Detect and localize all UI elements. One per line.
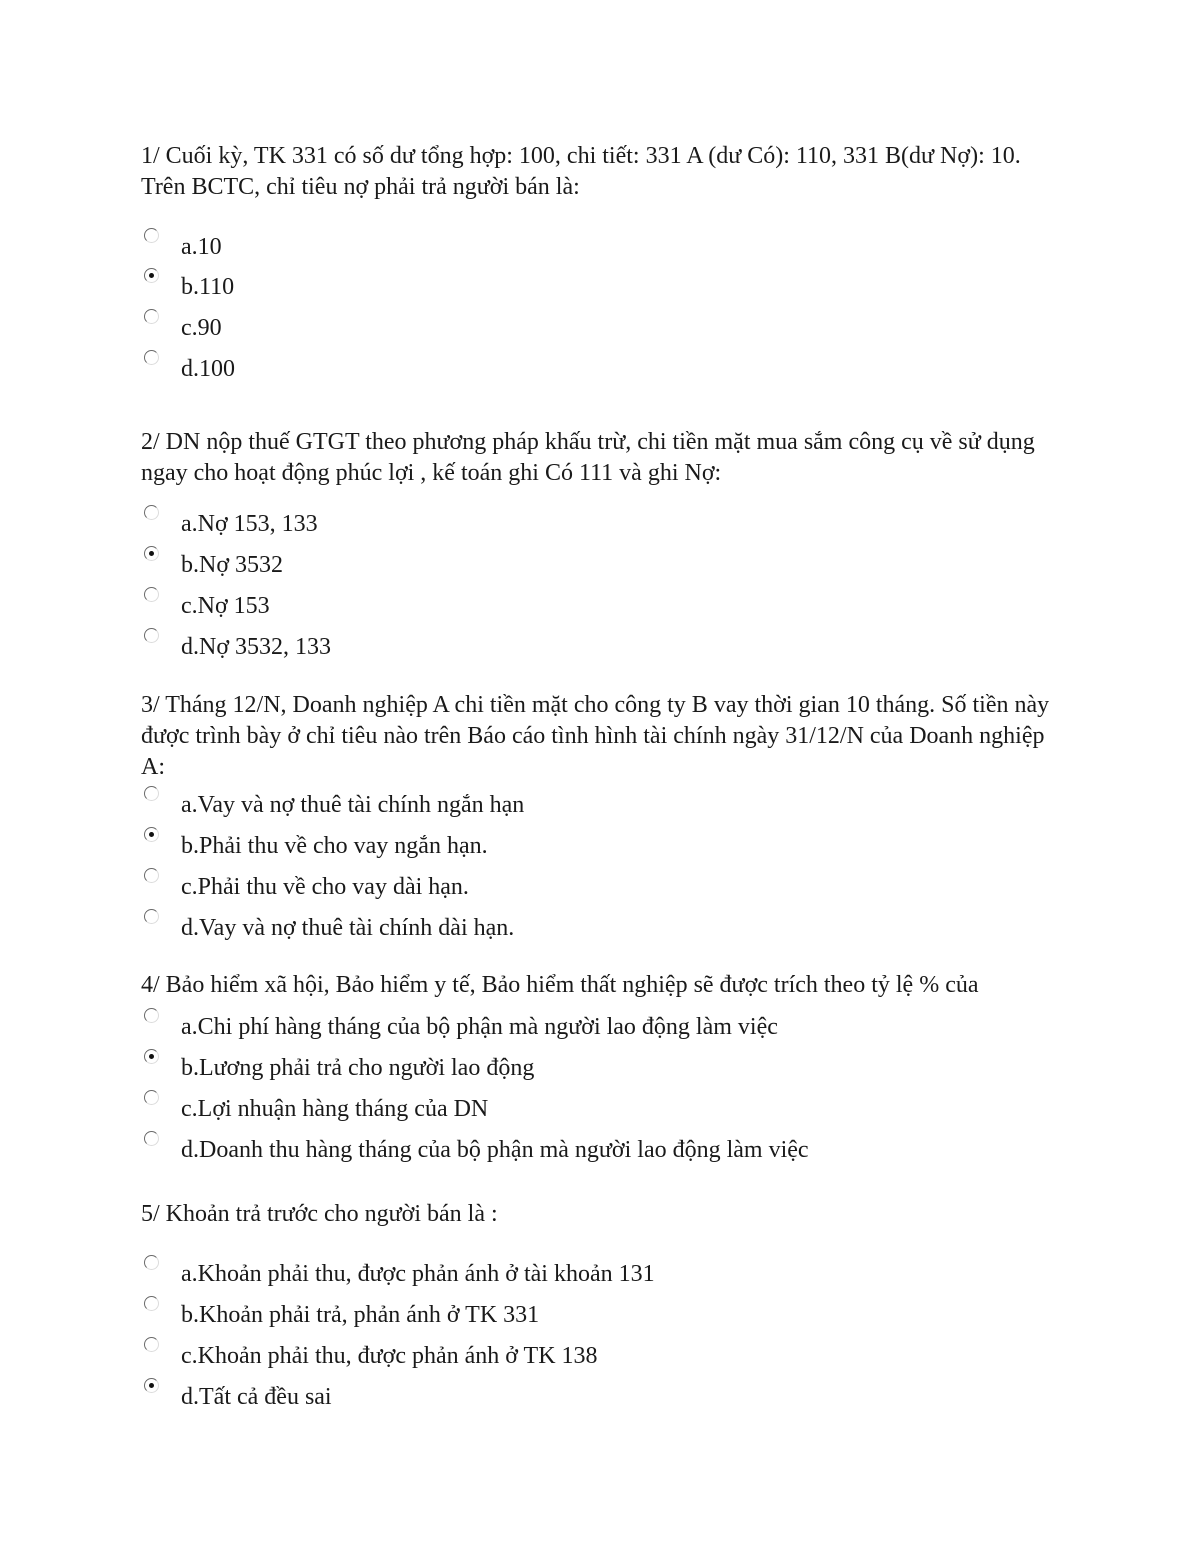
option-label: a.Vay và nợ thuê tài chính ngắn hạn <box>181 792 525 818</box>
option-label: b.Khoản phải trả, phản ánh ở TK 331 <box>181 1302 540 1328</box>
radio-button[interactable] <box>144 268 159 283</box>
radio-button[interactable] <box>144 1049 159 1064</box>
radio-button[interactable] <box>144 1378 159 1393</box>
option-4a[interactable] <box>141 1008 1041 1038</box>
question-text <box>141 970 1061 1001</box>
option-4d[interactable] <box>141 1131 1041 1161</box>
option-label: d.Vay và nợ thuê tài chính dài hạn. <box>181 915 515 941</box>
question-body: Tháng 12/N, Doanh nghiệp A chi tiền mặt cho công ty B vay thời gian 10 tháng. Số tiền này được trình bày ở chỉ tiêu nào trên Báo cáo tình hình tài chính ngày 31/12/N của Doanh nghiệp A: <box>141 692 1050 780</box>
option-label: d.Doanh thu hàng tháng của bộ phận mà người lao động làm việc <box>181 1137 809 1163</box>
question-text <box>141 690 1061 783</box>
option-3d[interactable] <box>141 909 1041 939</box>
question-text <box>141 427 1061 489</box>
question-body: Cuối kỳ, TK 331 có số dư tổng hợp: 100, chi tiết: 331 A (dư Có): 110, 331 B(dư Nợ): 10. Trên BCTC, chỉ tiêu nợ phải trả người bán là: <box>141 143 1021 200</box>
option-label: c.Khoản phải thu, được phản ánh ở TK 138 <box>181 1343 598 1369</box>
option-label: b.Nợ 3532 <box>181 552 284 578</box>
radio-button[interactable] <box>144 1131 159 1146</box>
option-label: c.90 <box>181 315 222 341</box>
option-3a[interactable] <box>141 786 1041 816</box>
question-4 <box>141 970 1061 1001</box>
option-1b[interactable] <box>141 268 1041 298</box>
option-label: b.110 <box>181 274 235 300</box>
radio-button[interactable] <box>144 587 159 602</box>
question-number: 3/ <box>141 692 160 718</box>
question-body: DN nộp thuế GTGT theo phương pháp khấu trừ, chi tiền mặt mua sắm công cụ về sử dụng ngay cho hoạt động phúc lợi , kế toán ghi Có 111 và ghi Nợ: <box>141 429 1035 486</box>
option-label: b.Phải thu về cho vay ngắn hạn. <box>181 833 488 859</box>
radio-button[interactable] <box>144 1090 159 1105</box>
radio-button[interactable] <box>144 309 159 324</box>
option-2d[interactable] <box>141 628 1041 658</box>
option-1c[interactable] <box>141 309 1041 339</box>
option-3b[interactable] <box>141 827 1041 857</box>
radio-button[interactable] <box>144 505 159 520</box>
radio-button[interactable] <box>144 546 159 561</box>
option-label: b.Lương phải trả cho người lao động <box>181 1055 535 1081</box>
option-label: a.Nợ 153, 133 <box>181 511 318 537</box>
option-label: c.Lợi nhuận hàng tháng của DN <box>181 1096 489 1122</box>
radio-button[interactable] <box>144 628 159 643</box>
option-2a[interactable] <box>141 505 1041 535</box>
option-5c[interactable] <box>141 1337 1041 1367</box>
question-text <box>141 141 1061 203</box>
question-number: 4/ <box>141 972 160 998</box>
option-1d[interactable] <box>141 350 1041 380</box>
radio-button[interactable] <box>144 350 159 365</box>
option-2b[interactable] <box>141 546 1041 576</box>
option-label: a.Chi phí hàng tháng của bộ phận mà người lao động làm việc <box>181 1014 778 1040</box>
option-1a[interactable] <box>141 228 1041 258</box>
option-label: d.100 <box>181 356 235 382</box>
radio-button[interactable] <box>144 1337 159 1352</box>
radio-button[interactable] <box>144 909 159 924</box>
option-label: a.10 <box>181 234 222 260</box>
radio-button[interactable] <box>144 1296 159 1311</box>
option-4c[interactable] <box>141 1090 1041 1120</box>
option-label: d.Nợ 3532, 133 <box>181 634 332 660</box>
radio-button[interactable] <box>144 868 159 883</box>
option-3c[interactable] <box>141 868 1041 898</box>
option-label: a.Khoản phải thu, được phản ánh ở tài khoản 131 <box>181 1261 655 1287</box>
question-body: Khoản trả trước cho người bán là : <box>159 1201 498 1227</box>
question-number: 2/ <box>141 429 160 455</box>
option-label: c.Nợ 153 <box>181 593 270 619</box>
radio-button[interactable] <box>144 1255 159 1270</box>
question-number: 5/ <box>141 1201 160 1227</box>
option-5b[interactable] <box>141 1296 1041 1326</box>
option-label: c.Phải thu về cho vay dài hạn. <box>181 874 469 900</box>
question-2 <box>141 427 1061 489</box>
question-number: 1/ <box>141 143 160 169</box>
radio-button[interactable] <box>144 228 159 243</box>
option-5a[interactable] <box>141 1255 1041 1285</box>
option-4b[interactable] <box>141 1049 1041 1079</box>
radio-button[interactable] <box>144 1008 159 1023</box>
question-5 <box>141 1199 1061 1230</box>
radio-button[interactable] <box>144 786 159 801</box>
question-text <box>141 1199 1061 1230</box>
question-3 <box>141 690 1061 783</box>
option-5d[interactable] <box>141 1378 1041 1408</box>
option-label: d.Tất cả đều sai <box>181 1384 332 1410</box>
option-2c[interactable] <box>141 587 1041 617</box>
question-1 <box>141 141 1061 203</box>
radio-button[interactable] <box>144 827 159 842</box>
question-body: Bảo hiểm xã hội, Bảo hiểm y tế, Bảo hiểm thất nghiệp sẽ được trích theo tỷ lệ % của <box>159 972 979 998</box>
